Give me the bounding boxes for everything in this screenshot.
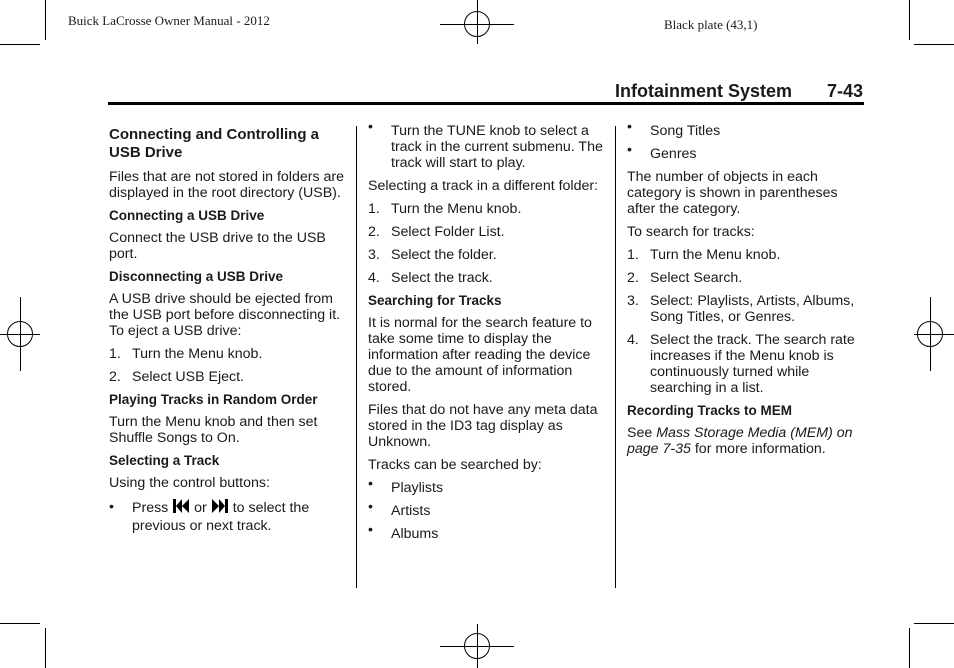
paragraph: Turn the Menu knob and then set Shuffle Songs to On.: [109, 414, 318, 446]
list-item: 2. Select USB Eject.: [109, 369, 244, 385]
list-item: 4. Select the track. The search rate increases if the Menu knob is continuously turned while searching in a list.: [627, 332, 855, 396]
paragraph: Connect the USB drive to the USB port.: [109, 230, 326, 262]
paragraph: It is normal for the search feature to take some time to display the information after reading the device due to the amount of information stored.: [368, 315, 592, 395]
crop-mark: [0, 44, 40, 45]
crop-mark: [0, 623, 40, 624]
list-item: • Genres: [627, 142, 697, 162]
cross-reference-link[interactable]: Mass Storage Media (MEM) on page 7-35: [627, 425, 853, 457]
paragraph: The number of objects in each category is shown in parentheses after the category.: [627, 169, 838, 217]
document-title: Buick LaCrosse Owner Manual - 2012: [68, 13, 270, 28]
list-item: • Press or to select the previous or next track.: [109, 499, 310, 534]
list-item: 1. Turn the Menu knob.: [368, 201, 522, 217]
crop-mark: [914, 44, 954, 45]
crop-mark: [909, 0, 910, 40]
section-heading: Connecting and Controlling a USB Drive: [109, 126, 319, 161]
previous-track-icon: [172, 498, 190, 514]
paragraph: A USB drive should be ejected from the USB port before disconnecting it. To eject a USB drive:: [109, 291, 341, 339]
list-item: 1. Turn the Menu knob.: [627, 247, 781, 263]
section-title: Infotainment System: [615, 81, 793, 101]
paragraph: Using the control buttons:: [109, 475, 270, 491]
list-item: • Turn the TUNE knob to select a track in the current submenu. The track will start to play.: [368, 119, 603, 171]
column-divider: [615, 126, 616, 588]
list-item: • Song Titles: [627, 119, 721, 139]
header-rule: [108, 102, 864, 105]
paragraph: Files that are not stored in folders are displayed in the root directory (USB).: [109, 169, 345, 201]
subheading: Searching for Tracks: [368, 293, 502, 308]
list-item: • Playlists: [368, 476, 444, 496]
column-3: [627, 119, 867, 464]
list-item: 4. Select the track.: [368, 270, 493, 286]
crop-mark: [909, 628, 910, 668]
subheading: Selecting a Track: [109, 453, 220, 468]
paragraph: To search for tracks:: [627, 224, 755, 240]
column-1: [109, 126, 345, 542]
crop-mark: [914, 623, 954, 624]
paragraph: Files that do not have any meta data stored in the ID3 tag display as Unknown.: [368, 402, 598, 450]
page-number: 7-43: [827, 81, 864, 101]
list-item: 3. Select: Playlists, Artists, Albums, Song Titles, or Genres.: [627, 293, 855, 325]
list-item: 3. Select the folder.: [368, 247, 497, 263]
list-item: • Artists: [368, 499, 431, 519]
subheading: Connecting a USB Drive: [109, 208, 265, 223]
subheading: Disconnecting a USB Drive: [109, 269, 284, 284]
column-2: [368, 119, 604, 549]
list-item: 2. Select Folder List.: [368, 224, 505, 240]
paragraph: Tracks can be searched by:: [368, 457, 542, 473]
crop-mark: [45, 628, 46, 668]
list-item: 2. Select Search.: [627, 270, 743, 286]
column-divider: [356, 126, 357, 588]
list-item: • Albums: [368, 522, 439, 542]
subheading: Recording Tracks to MEM: [627, 403, 793, 418]
paragraph: See Mass Storage Media (MEM) on page 7-35 for more information.: [627, 425, 853, 457]
plate-label: Black plate (43,1): [664, 17, 758, 32]
next-track-icon: [211, 498, 229, 514]
list-item: 1. Turn the Menu knob.: [109, 346, 263, 362]
paragraph: Selecting a track in a different folder:: [368, 178, 599, 194]
subheading: Playing Tracks in Random Order: [109, 392, 318, 407]
crop-mark: [45, 0, 46, 40]
